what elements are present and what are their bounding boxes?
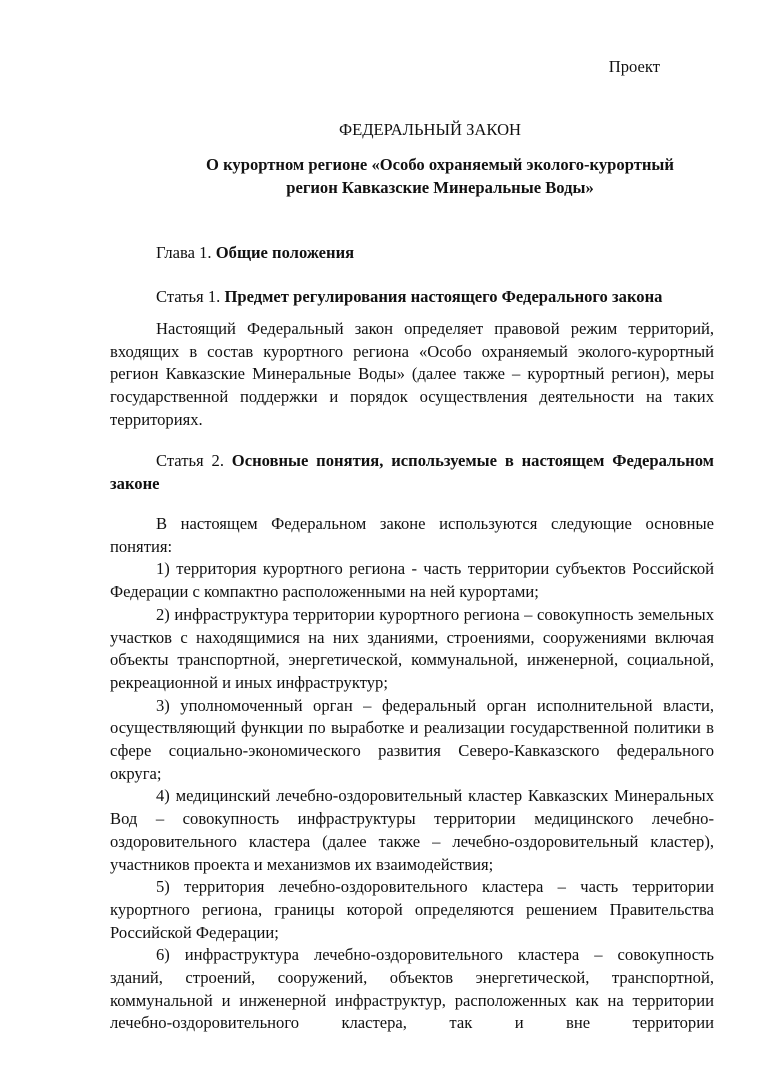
definition-item-4: 4) медицинский лечебно-оздоровительный кластер Кавказских Минеральных Вод – совокупность инфраструктуры территории медицинского лечебно-оздоровительного кластера (далее также – лечебно-оздоровительный кластер), участников проекта и механизмов их взаимодействия; (110, 786, 714, 874)
definition-item-5: 5) территория лечебно-оздоровительного кластера – часть территории курортного региона, границы которой определяются решением Правительства Российской Федерации; (110, 877, 714, 942)
definition-item-2: 2) инфраструктура территории курортного региона – совокупность земельных участков с находящимися на них зданиями, строениями, сооружениями включая объекты транспортной, энергетической, коммунальной, инженерной, социальной, рекреационной и иных инфраструктур; (110, 604, 714, 692)
law-subtitle (110, 154, 768, 199)
article2-prefix: Статья 2. (156, 451, 224, 470)
definition-item-6: 6) инфраструктура лечебно-оздоровительного кластера – совокупность зданий, строений, сооружений, объектов энергетической, транспортной, коммунальной и инженерной инфраструктур, расположенных как на территории лечебно-оздоровительного кластера, так и вне территории (110, 945, 714, 1033)
law-subtitle-line1: О курортном регионе «Особо охраняемый эколого-курортный (206, 155, 674, 174)
article1-title: Предмет регулирования настоящего Федерального закона (224, 287, 663, 306)
chapter-heading (156, 242, 354, 265)
article2-intro: В настоящем Федеральном законе используются следующие основные понятия: (110, 514, 714, 556)
chapter-prefix: Глава 1. (156, 243, 212, 262)
definition-item-1: 1) территория курортного региона - часть территории субъектов Российской Федерации с компактно расположенными на ней курортами; (110, 559, 714, 602)
chapter-title: Общие положения (215, 243, 355, 262)
article2-heading (110, 450, 714, 495)
article1-text: Настоящий Федеральный закон определяет правовой режим территорий, входящих в состав курортного региона «Особо охраняемый эколого-курортный регион Кавказские Минеральные Воды» (далее также – курортный регион), меры государственной поддержки и порядок осуществления деятельности на таких территориях. (110, 319, 714, 429)
law-title: ФЕДЕРАЛЬНЫЙ ЗАКОН (338, 120, 522, 139)
article1-heading (156, 286, 662, 309)
article2-definitions (110, 513, 714, 1035)
project-label: Проект (608, 57, 660, 76)
article1-prefix: Статья 1. (156, 287, 221, 306)
definition-item-3: 3) уполномоченный орган – федеральный орган исполнительной власти, осуществляющий функции по выработке и реализации государственной политики в сфере социально-экономического развития Северо-Кавказского федерального округа; (110, 695, 714, 783)
article2-title: Основные понятия, используемые в настоящем Федеральном законе (110, 451, 714, 493)
law-subtitle-line2: регион Кавказские Минеральные Воды» (286, 177, 594, 197)
